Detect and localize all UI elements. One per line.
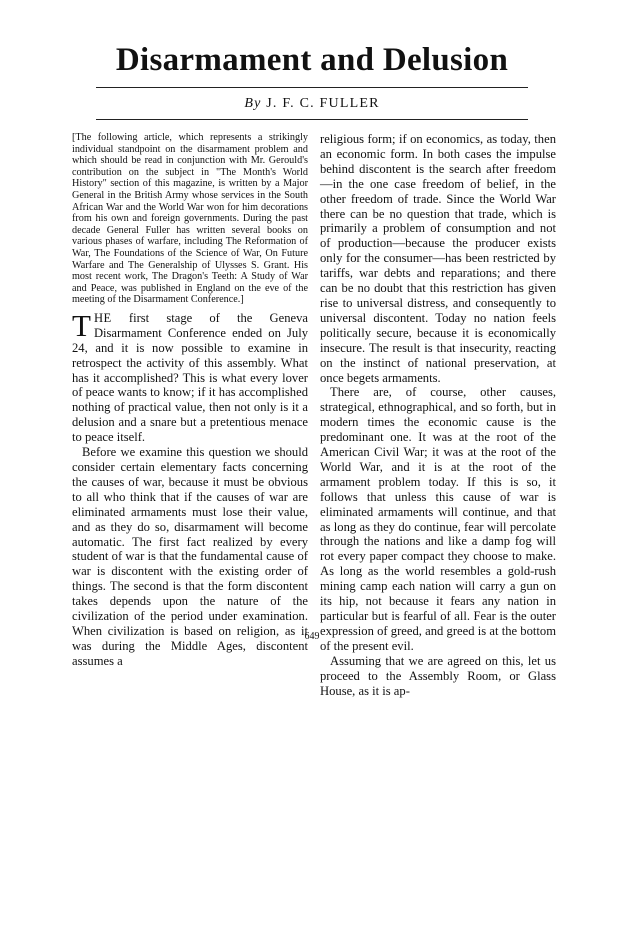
- body-paragraph-1: [72, 307, 308, 445]
- title-rule-top: [96, 87, 528, 88]
- author-name: J. F. C. FULLER: [266, 96, 380, 111]
- byline-prefix: By: [244, 96, 262, 111]
- body-paragraph-2: Before we examine this question we should consider certain elementary facts concerning the causes of war, because it must be obvious to all who think that if the causes of war are eliminated armaments must lose their value, and as they do so, disarmament will become automatic. The first fact realized by every student of war is that the fundamental cause of war is discontent with the existing order of things. The second is that the form discontent takes depends upon the nature of the civilization of the period under examination. When civilization is based on religion, as it was during the Middle Ages, discontent assumes a: [72, 445, 308, 668]
- right-column: [320, 132, 556, 698]
- left-column: [72, 132, 308, 669]
- body-paragraph-3: religious form; if on economics, as today, then an economic form. In both cases the impulse behind discontent is the search after freedom—in the one case freedom of belief, in the other freedom of trade. Since the World War there can be no question that trade, which is primarily a problem of consumption and not of production—because the producer exists only for the consumer—has been restricted by tariffs, war debts and reparations; and there can be no doubt that this restriction has given rise to universal distress, and consequently to universal discontent. Today no nation feels politically secure, because it is economically insecure. The result is that insecurity, reacting on the instinct of national preservation, at once begets armaments.: [320, 132, 556, 385]
- byline: [0, 96, 624, 112]
- editorial-note: [The following article, which represents a strikingly individual standpoint on the disarmament problem and which should be read in conjunction with Mr. Gerould's contribution on the subject in "The Month's World History" section of this magazine, is written by a Major General in the British Army whose services in the South African War and the World War won for him decorations from his own and foreign governments. During the past decade General Fuller has written several books on various phases of warfare, including The Reformation of War, The Foundations of the Science of War, On Future Warfare and The Generalship of Ulysses S. Grant. His most recent work, The Dragon's Teeth: A Study of War and Peace, was published in England on the eve of the meeting of the Disarmament Conference.]: [72, 132, 308, 306]
- title-rule-bottom: [96, 119, 528, 120]
- article-title: Disarmament and Delusion: [115, 42, 509, 78]
- drop-cap: T: [72, 307, 91, 343]
- paragraph-1-text: first stage of the Geneva Disarmament Conference ended on July 24, and it is now possible to examine in retrospect the activity of this assembly. What has it accomplished? This is what every lover of peace wants to know; if it has accomplished nothing of practical value, then not only is it a delusion and a snare but a pretentious menace to peace itself.: [72, 310, 308, 445]
- body-paragraph-5: Assuming that we are agreed on this, let us proceed to the Assembly Room, or Glass House, as it is ap-: [320, 653, 556, 698]
- page-number: 649: [304, 631, 320, 642]
- lead-in-smallcaps: HE: [93, 310, 112, 325]
- body-paragraph-4: There are, of course, other causes, strategical, ethnographical, and so forth, but in modern times the economic cause is the predominant one. It was at the root of the American Civil War; it was at the root of the World War, and it is at the root of the armament problem today. If this is so, it follows that unless this cause of war is eliminated armaments will continue, and that as long as they do continue, fear will percolate through the nations and like a damp fog will rot every paper compact they choose to make. As long as the world resembles a gold-rush mining camp each nation will carry a gun on its hip, not because it fears any nation in particular but is fearful of all. Fear is the outer expression of greed, and greed is at the bottom of the present evil.: [320, 385, 556, 653]
